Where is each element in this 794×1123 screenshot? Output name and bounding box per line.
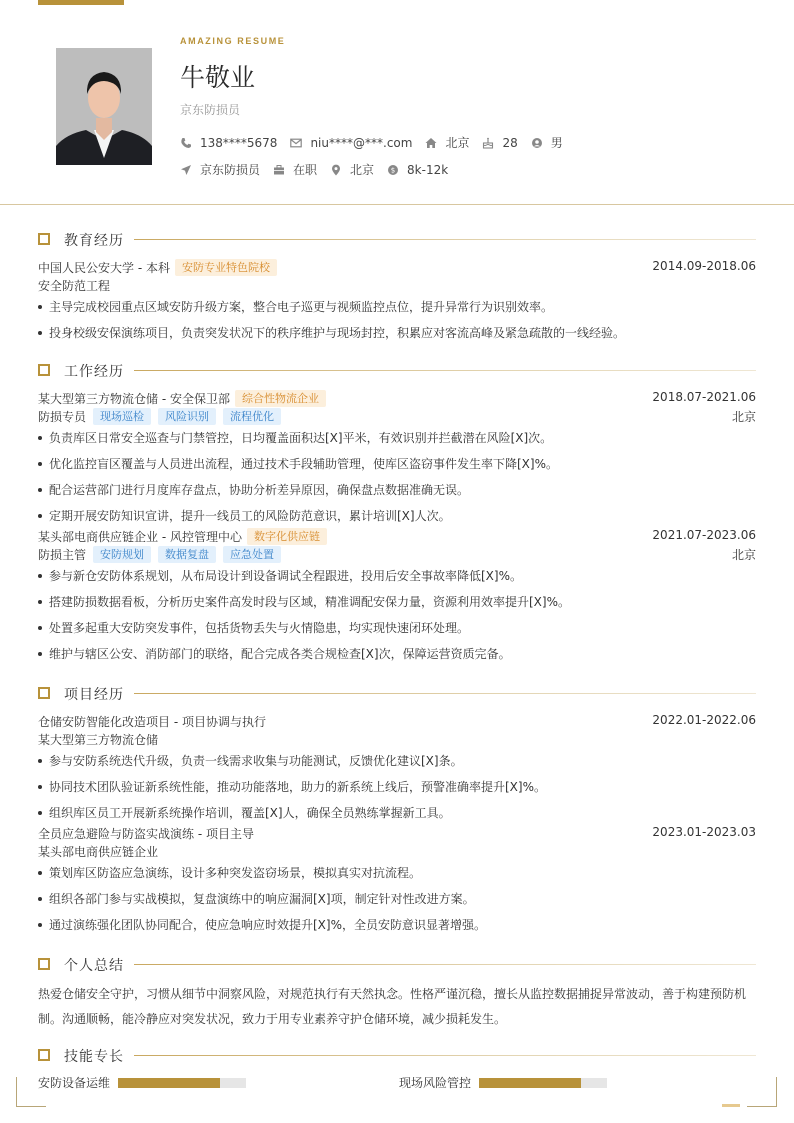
project-date: 2022.01-2022.06 [652, 713, 756, 727]
project-name: 全员应急避险与防盗实战演练 - 项目主导 [38, 827, 254, 841]
section-title: 项目经历 [64, 684, 134, 704]
list-item: 协同技术团队验证新系统性能，推动功能落地，助力的新系统上线后，预警准确率提升[X]%。 [38, 779, 756, 805]
section-title: 个人总结 [64, 955, 134, 975]
skill-item [38, 1074, 246, 1091]
section-title: 工作经历 [64, 361, 134, 381]
corner-decoration [16, 1077, 46, 1107]
section-marker-icon [38, 233, 50, 245]
section-line [132, 370, 756, 371]
education-date: 2014.09-2018.06 [652, 259, 756, 273]
list-item: 定期开展安防知识宣讲，提升一线员工的风险防范意识，累计培训[X]人次。 [38, 508, 756, 528]
skill-bar-fill [118, 1078, 220, 1088]
salary-text: 8k-12k [407, 162, 449, 177]
list-item: 投身校级安保演练项目，负责突发状况下的秩序维护与现场封控，积累应对客流高峰及紧急疏散的一线经验。 [38, 325, 756, 351]
education-row [38, 259, 756, 277]
section-header [38, 1047, 756, 1065]
job-date: 2021.07-2023.06 [652, 528, 756, 542]
phone-item [180, 136, 277, 150]
role-tag: 数据复盘 [158, 546, 216, 563]
skill-bar [118, 1078, 246, 1088]
list-item: 主导完成校园重点区域安防升级方案，整合电子巡更与视频监控点位，提升异常行为识别效率。 [38, 299, 756, 325]
job-company-row [38, 528, 756, 546]
skill-bar-fill [479, 1078, 581, 1088]
skills-section [38, 1047, 756, 1065]
section-line [132, 693, 756, 694]
top-accent-bar [38, 0, 124, 5]
section-line [132, 1055, 756, 1056]
list-item: 参与新仓安防体系规划，从布局设计到设备调试全程跟进，投用后安全事故率降低[X]%。 [38, 568, 756, 594]
list-item: 通过演练强化团队协同配合，使应急响应时效提升[X]%，全员安防意识显著增强。 [38, 917, 756, 943]
position-item [180, 161, 260, 178]
company-name: 某头部电商供应链企业 - 风控管理中心 [38, 530, 242, 544]
role-tag: 流程优化 [223, 408, 281, 425]
job-company-row [38, 390, 756, 408]
project-org-row [38, 731, 756, 749]
list-item: 组织各部门参与实战模拟，复盘演练中的响应漏洞[X]项，制定针对性改进方案。 [38, 891, 756, 917]
section-title: 技能专长 [64, 1046, 134, 1066]
section-header [38, 231, 756, 249]
contact-row [180, 134, 576, 151]
list-item: 优化监控盲区覆盖与人员进出流程，通过技术手段辅助管理，使库区盗窃事件发生率下降[X]%。 [38, 456, 756, 482]
header-divider [0, 204, 794, 205]
briefcase-icon [273, 164, 285, 176]
skills-list [38, 1074, 756, 1092]
list-item: 配合运营部门进行月度库存盘点，协助分析差异原因，确保盘点数据准确无误。 [38, 482, 756, 508]
summary-section [38, 956, 756, 1032]
email-text: niu****@***.com [310, 135, 413, 150]
projects-section [38, 685, 756, 943]
corner-accent-mark [722, 1104, 740, 1107]
section-marker-icon [38, 958, 50, 970]
work-section [38, 362, 756, 672]
job-role-row [38, 546, 756, 564]
project-row [38, 825, 756, 843]
intent-row [180, 161, 461, 178]
list-item: 参与安防系统迭代升级，负责一线需求收集与功能测试，反馈优化建议[X]条。 [38, 753, 756, 779]
job-location: 北京 [731, 410, 756, 424]
section-header [38, 362, 756, 380]
target-city-text: 北京 [350, 163, 375, 177]
project-org: 某头部电商供应链企业 [38, 845, 159, 859]
section-line [132, 239, 756, 240]
project-row [38, 713, 756, 731]
section-line [132, 964, 756, 965]
major-row [38, 277, 756, 295]
list-item: 策划库区防盗应急演练，设计多种突发盗窃场景，模拟真实对抗流程。 [38, 865, 756, 891]
role-tag: 安防规划 [93, 546, 151, 563]
job-role: 防损主管 [38, 548, 87, 562]
job-location: 北京 [731, 548, 756, 562]
skill-bar [479, 1078, 607, 1088]
salary-item [387, 163, 448, 177]
project-name: 仓储安防智能化改造项目 - 项目协调与执行 [38, 715, 266, 729]
resume-brand: AMAZING RESUME [180, 36, 286, 46]
role-tag: 现场巡检 [93, 408, 151, 425]
education-section [38, 231, 756, 351]
corner-decoration [747, 1077, 777, 1107]
position-text: 京东防损员 [200, 163, 261, 177]
status-item [273, 161, 317, 178]
project-org: 某大型第三方物流仓储 [38, 733, 159, 747]
city-item [425, 134, 469, 151]
school-tag: 安防专业特色院校 [175, 259, 277, 276]
role-tag: 风险识别 [158, 408, 216, 425]
list-item: 负责库区日常安全巡查与门禁管控，日均覆盖面积达[X]平米，有效识别并拦截潜在风险[X]次。 [38, 430, 756, 456]
section-marker-icon [38, 687, 50, 699]
project-org-row [38, 843, 756, 861]
svg-text:$: $ [390, 166, 396, 175]
section-header [38, 956, 756, 974]
company-name: 某大型第三方物流仓储 - 安全保卫部 [38, 392, 230, 406]
age-item [482, 136, 517, 150]
job-date: 2018.07-2021.06 [652, 390, 756, 404]
phone-text: 138****5678 [200, 135, 278, 150]
gender-item [531, 134, 563, 151]
company-tag: 数字化供应链 [247, 528, 327, 545]
location-pin-icon [330, 164, 342, 176]
list-item: 搭建防损数据看板，分析历史案件高发时段与区域，精准调配安保力量，资源利用效率提升[X]%。 [38, 594, 756, 620]
skill-item [399, 1074, 607, 1091]
section-header [38, 685, 756, 703]
job-target: 京东防损员 [180, 103, 241, 117]
profile-photo [56, 48, 152, 165]
status-text: 在职 [293, 163, 318, 177]
role-tag: 应急处置 [223, 546, 281, 563]
company-tag: 综合性物流企业 [235, 390, 326, 407]
gender-text: 男 [550, 136, 563, 150]
home-icon [425, 137, 437, 149]
list-item: 处置多起重大安防突发事件，包括货物丢失与火情隐患，均实现快速闭环处理。 [38, 620, 756, 646]
section-marker-icon [38, 364, 50, 376]
send-icon [180, 164, 192, 176]
section-title: 教育经历 [64, 230, 134, 250]
job-role-row [38, 408, 756, 426]
skill-name: 现场风险管控 [399, 1076, 472, 1090]
age-text: 28 [502, 135, 518, 150]
candidate-name: 牛敬业 [180, 63, 256, 92]
money-icon [387, 164, 399, 176]
target-city-item [330, 161, 374, 178]
section-marker-icon [38, 1049, 50, 1061]
school-name: 中国人民公安大学 - 本科 [38, 261, 170, 275]
project-date: 2023.01-2023.03 [652, 825, 756, 839]
job-role: 防损专员 [38, 410, 87, 424]
cake-icon [482, 137, 494, 149]
phone-icon [180, 137, 192, 149]
summary-text: 热爱仓储安全守护，习惯从细节中洞察风险，对规范执行有天然执念。性格严谨沉稳，擅长从监控数据捕捉异常波动，善于构建预防机制。沟通顺畅，能冷静应对突发状况，致力于用专业素养守护仓储环境，减少损耗发生。 [38, 987, 747, 1026]
gender-icon [531, 137, 543, 149]
email-item [290, 136, 412, 150]
city-text: 北京 [445, 136, 470, 150]
list-item: 组织库区员工开展新系统操作培训，覆盖[X]人，确保全员熟练掌握新工具。 [38, 805, 756, 825]
mail-icon [290, 137, 302, 149]
major-name: 安全防范工程 [38, 279, 111, 293]
list-item: 维护与辖区公安、消防部门的联络，配合完成各类合规检查[X]次，保障运营资质完备。 [38, 646, 756, 672]
skill-name: 安防设备运维 [38, 1076, 111, 1090]
